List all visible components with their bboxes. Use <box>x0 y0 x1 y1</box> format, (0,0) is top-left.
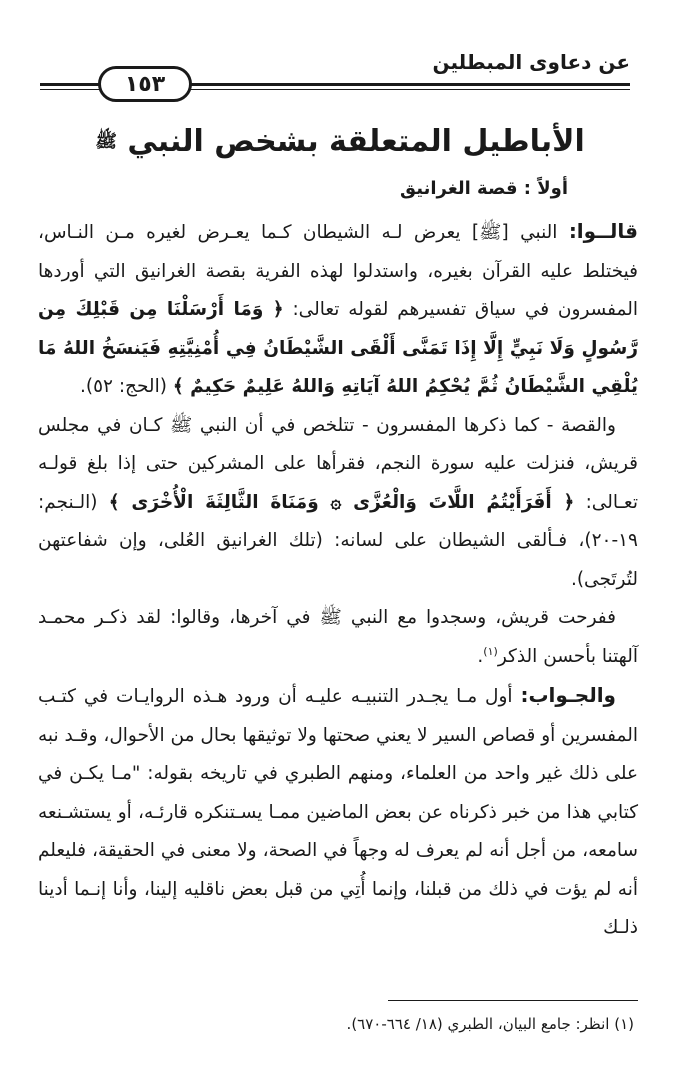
running-header <box>40 0 630 112</box>
paragraph-4-lead: والجـواب: <box>520 683 616 707</box>
paragraph-3 <box>38 599 638 676</box>
section-heading: أولاً : قصة الغرانيق <box>400 178 568 199</box>
honorific-glyph: ﷺ <box>95 131 117 152</box>
footnote-rule <box>388 1000 638 1001</box>
footnote-1: (١) انظر: جامع البيان، الطبري (١٨/ ٦٦٤-٦٧٠). <box>346 1015 634 1033</box>
paragraph-1-text: النبي [ﷺ] يعرض لـه الشيطان كـما يعـرض لغيره مـن النـاس، فيختلط عليه القرآن بغيره، واستدلوا لهذه الفرية بقصة الغرانيق التي أوردها المفسرون في سياق تفسيرهم لقوله تعالى: <box>38 222 638 320</box>
paragraph-3-text: ففرحت قريش، وسجدوا مع النبي ﷺ في آخرها، وقالوا: لقد ذكـر محمـد آلهتنا بأحسن الذكر <box>38 607 638 667</box>
running-title: عن دعاوى المبطلين <box>432 50 630 74</box>
verse-2-reference: (الـنجم: ١٩-٢٠)، فـألقى الشيطان على لسانه: (تلك الغرانيق العُلى، وإن شفاعتهن لتُرتَجى). <box>38 491 638 590</box>
quran-verse-2: ﴿ أَفَرَأَيْتُمُ اللَّاتَ وَالْعُزَّى ۞ وَمَنَاةَ الثَّالِثَةَ الْأُخْرَى ﴾ <box>108 491 575 513</box>
body-text <box>38 175 638 948</box>
chapter-title-text: الأباطيل المتعلقة بشخص النبي <box>127 124 585 159</box>
quran-verse-1: ﴿ وَمَا أَرْسَلْنَا مِن قَبْلِكَ مِن رَّسُولٍ وَلَا نَبِيٍّ إِلَّا إِذَا تَمَنَّى أَلْقَى الشَّيْطَانُ فِي أُمْنِيَّتِهِ فَيَنسَخُ اللهُ مَا يُلْقِي الشَّيْطَانُ ثُمَّ يُحْكِمُ اللهُ آيَاتِهِ وَاللهُ عَلِيمٌ حَكِيمٌ ﴾ <box>38 299 638 397</box>
paragraph-3-end: . <box>477 645 484 667</box>
chapter-title <box>40 120 640 164</box>
paragraph-4 <box>38 676 638 948</box>
paragraph-4-text: أول مـا يجـدر التنبيـه عليـه أن ورود هـذه الروايـات في كتـب المفسرين أو قصاص السير لا يعني صحتها ولا توثيقها بحال من الأحوال، وقـد نبه على ذلك غير واحد من العلماء، ومنهم الطبري في تاريخه بقوله: "مـا يكـن في كتابي هذا من خبر ذكرناه عن بعض الماضين ممـا يسـتنكره قارئـه، أو يستشـنعه سامعه، من أجل أنه لم يعرف له وجهاً في الصحة، ولا معنى في الحقيقة، فليعلم أنه لم يؤت في ذلك من قبلنا، وإنما أُتِي من قبل بعض ناقليه إلينا، وأنا إنـما أدينا ذلـك <box>38 686 638 938</box>
verse-1-reference: (الحج: ٥٢). <box>79 376 173 397</box>
page-number-badge: ١٥٣ <box>98 66 192 102</box>
paragraph-1 <box>38 212 638 407</box>
paragraph-1-lead: قالــوا: <box>568 219 638 243</box>
paragraph-2-text: والقصة - كما ذكرها المفسرون - تتلخص في أن النبي ﷺ كـان في مجلس قريش، فنزلت عليه سورة النجم، فقرأها على المشركين حتى إذا بلغ قولـه تعـالى: <box>38 414 638 513</box>
footnote-reference[interactable]: (١) <box>483 644 498 658</box>
paragraph-2 <box>38 407 638 600</box>
